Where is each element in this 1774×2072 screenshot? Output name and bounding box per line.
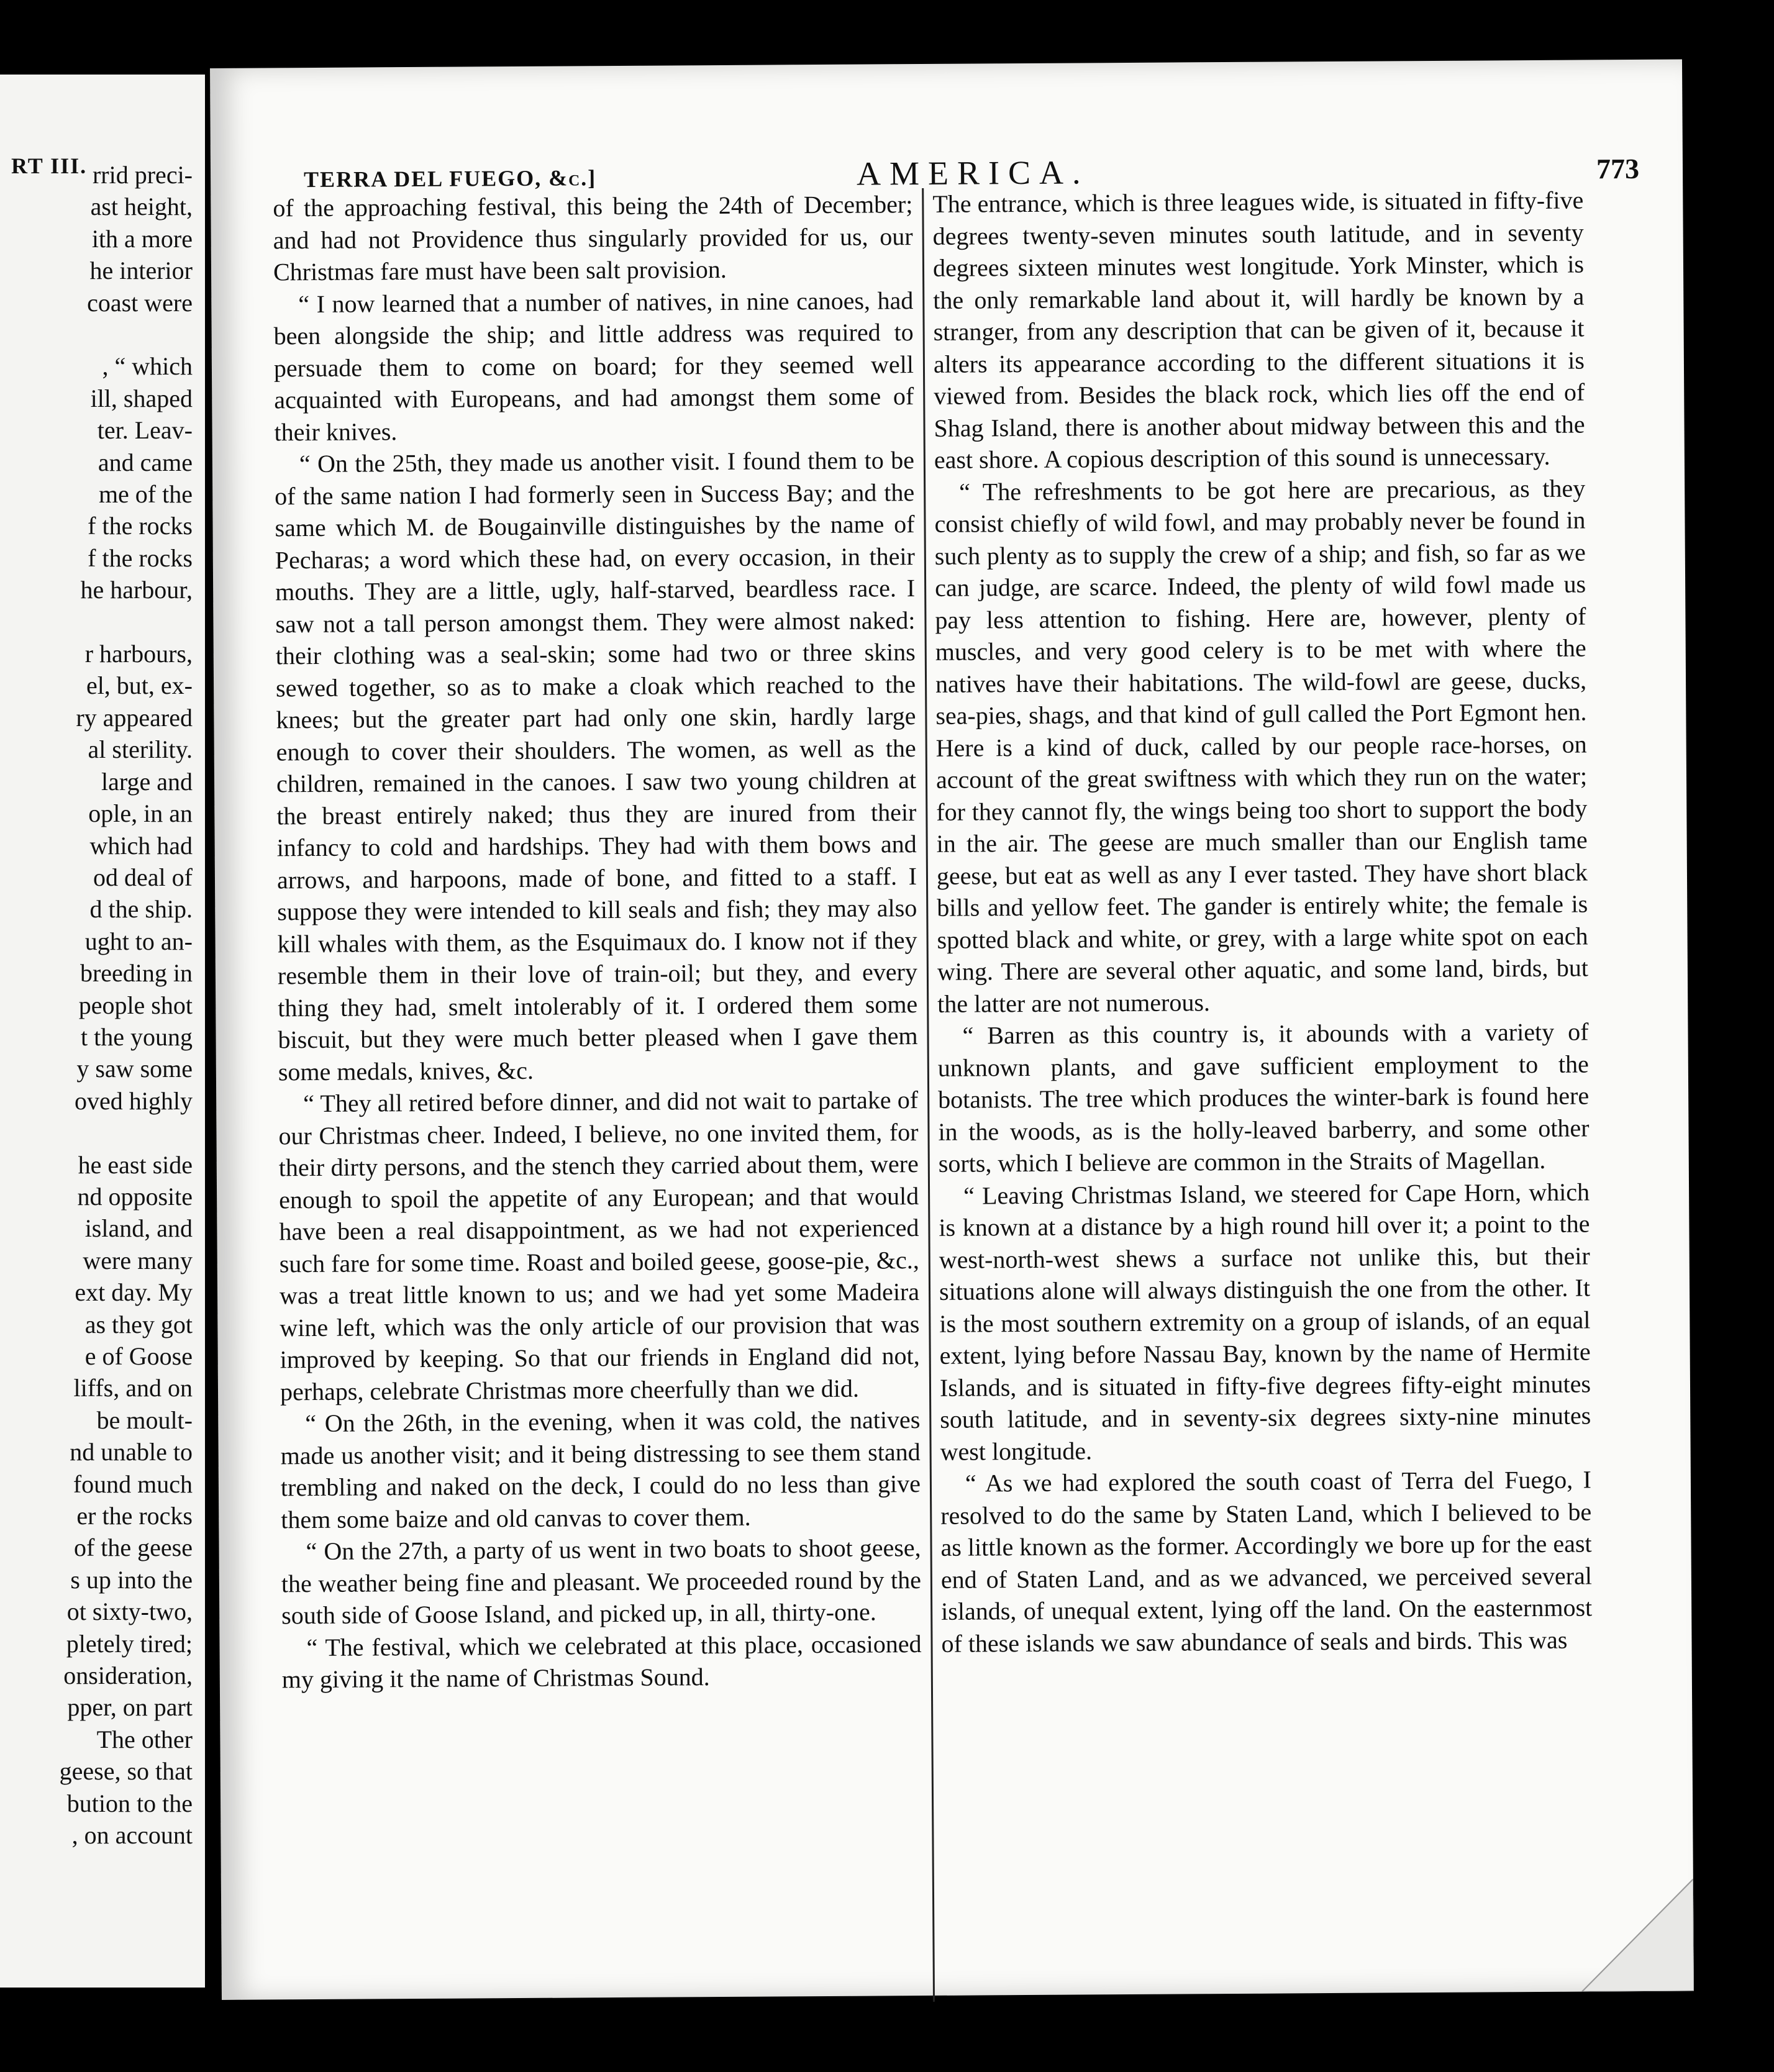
facing-page-header: RT III. — [11, 153, 88, 178]
facing-page-line: large and — [101, 767, 193, 796]
facing-page-line: pletely tired; — [66, 1629, 193, 1658]
paragraph: “ As we had explored the south coast of Terra del Fuego, I resolved to do the same by Staten Land, which I believed to be as little known as the former. Accordingly we bore up for the east end of Staten Land, and as we advanced, we perceived several islands, of unequal extent, lying off the land. On the easternmost of these islands we saw abundance of seals and birds. This was — [940, 1465, 1593, 1658]
book-page — [210, 60, 1694, 2000]
facing-page-line: he harbour, — [80, 576, 193, 604]
facing-page-line: he east side — [78, 1150, 193, 1179]
paragraph: “ I now learned that a number of natives, in nine canoes, had been alongside the ship; and little address was required to persuade them to come on board; for they seemed well acquainted with Europeans, and had amongst them some of their knives. — [273, 286, 914, 446]
facing-page-line: , on account — [71, 1821, 193, 1850]
facing-page-line: y saw some — [76, 1055, 193, 1083]
facing-page-line: al sterility. — [88, 735, 193, 764]
facing-page-line: and came — [98, 448, 193, 476]
facing-page-line: as they got — [84, 1310, 193, 1338]
facing-page-line: , “ which — [102, 352, 193, 381]
facing-page-line: liffs, and on — [73, 1374, 193, 1402]
facing-page-line: d the ship. — [89, 895, 193, 924]
facing-page-line: ople, in an — [88, 799, 193, 828]
paragraph: “ The festival, which we celebrated at this place, occasioned my giving it the name of Christmas Sound. — [281, 1629, 922, 1694]
facing-page-line: t the young — [81, 1022, 193, 1051]
facing-page-line: nd opposite — [77, 1182, 193, 1211]
paragraph: of the approaching festival, this being the 24th of December; and had not Providence thus singularly provided for us, our Christmas fare must have been salt provision. — [273, 190, 913, 286]
facing-page-line: The other — [96, 1725, 193, 1753]
facing-page-line: geese, so that — [59, 1757, 193, 1786]
facing-page-line: breeding in — [80, 959, 193, 988]
paragraph: “ On the 26th, in the evening, when it was cold, the natives made us another visit; and it being distressing to see them stand trembling and naked on the deck, I could do no less than give them some baize and old canvas to cover them. — [280, 1406, 921, 1534]
facing-page-line: people shot — [78, 991, 193, 1019]
paragraph: “ On the 27th, a party of us went in two boats to shoot geese, the weather being fine and pleasant. We proceeded round by the south side of Goose Island, and picked up, in all, thirty-one. — [281, 1534, 922, 1630]
running-head-title: AMERICA. — [856, 153, 1089, 193]
facing-page-line: island, and — [84, 1214, 193, 1243]
facing-page-line: were many — [83, 1246, 193, 1275]
text-column-left — [273, 188, 922, 1696]
facing-page-line: od deal of — [93, 863, 193, 891]
facing-page-line: bution to the — [66, 1789, 193, 1817]
facing-page-line — [0, 1117, 193, 1148]
facing-page-lines — [0, 159, 193, 1851]
paragraph: “ They all retired before dinner, and did not wait to partake of our Christmas cheer. Indeed, I believe, no one invited them, for their dirty persons, and the stench they carried about them, were enough to spoil the appetite of any European; and that would have been a real disappointment, as we had not experienced such fare for some time. Roast and boiled geese, goose-pie, &c., was a treat little known to us; and we had yet some Madeira wine left, which was the only article of our provision that was improved by keeping. So that our friends in England did not, perhaps, celebrate Christmas more cheerfully than we did. — [278, 1086, 920, 1406]
facing-page-line: el, but, ex- — [86, 671, 193, 700]
paragraph: The entrance, which is three leagues wide, is situated in fifty-five degrees twenty-seven minutes south latitude, and in seventy degrees sixteen minutes west longitude. York Minster, which is the only remarkable land about it, will hardly be known by a stranger, from any description that can be given of it, because it alters its appearance according to the different situations it is viewed from. Besides the black rock, which lies off the end of Shag Island, there is another about midway between this and the east shore. A copious description of this sound is unnecessary. — [932, 186, 1585, 474]
facing-page-line: ast height, — [90, 193, 193, 221]
facing-page-line: ter. Leav- — [97, 416, 193, 445]
paragraph: “ Barren as this country is, it abounds with a variety of unknown plants, and gave sufficient employment to the botanists. The tree which produces the winter-bark is found here in the woods, as is the holly-leaved barberry, and some other sorts, which I believe are common in the Straits of Magellan. — [937, 1017, 1590, 1178]
facing-page-line: ext day. My — [75, 1278, 193, 1307]
facing-page-line: f the rocks — [88, 512, 193, 540]
facing-page-line: r harbours, — [84, 640, 193, 668]
facing-page-line: rrid preci- — [92, 161, 193, 189]
facing-page-line: pper, on part — [67, 1693, 193, 1722]
facing-page-line: oved highly — [75, 1086, 193, 1115]
facing-page-line: be moult- — [96, 1406, 193, 1434]
facing-page-line — [0, 319, 193, 350]
facing-page-line: f the rocks — [88, 543, 193, 572]
facing-page-line: ot sixty-two, — [66, 1597, 193, 1626]
facing-page-line — [0, 606, 193, 638]
running-head-section: TERRA DEL FUEGO, &c.] — [303, 165, 597, 193]
folded-corner-decoration — [1544, 1866, 1694, 1991]
facing-page-line: which had — [89, 831, 193, 860]
text-column-right — [932, 184, 1592, 1659]
facing-page-line: ith a more — [91, 224, 193, 253]
column-rule — [922, 188, 935, 2002]
facing-page-line: nd unable to — [70, 1438, 193, 1466]
facing-page-line: he interior — [89, 257, 193, 285]
facing-page-line: onsideration, — [63, 1661, 193, 1690]
facing-page-line: found much — [73, 1470, 193, 1498]
facing-page-line: ill, shaped — [90, 384, 193, 412]
facing-page-line: coast were — [87, 288, 193, 317]
facing-page-line: me of the — [98, 480, 193, 509]
page-number: 773 — [1596, 152, 1640, 185]
facing-page-line: of the geese — [73, 1534, 193, 1562]
paragraph: “ The refreshments to be got here are precarious, as they consist chiefly of wild fowl, and may probably never be found in such plenty as to supply the crew of a ship; and fish, so far as we can judge, are scarce. Indeed, the plenty of wild fowl made us pay less attention to fishing. Here are, however, plenty of muscles, and very good celery is to be met with where the natives have their habitations. The wild-fowl are geese, ducks, sea-pies, shags, and that kind of gull called the Port Egmont hen. Here is a kind of duck, called by our people race-horses, on account of the great swiftness with which they run on the water; for they cannot fly, the wings being too short to support the body in the air. The geese are much smaller than our English tame geese, but eat as well as any I ever tasted. They have short black bills and yellow feet. The gander is entirely white; the female is spotted black and white, or grey, with a large white spot on each wing. There are several other aquatic, and some land, birds, but the latter are not numerous. — [934, 473, 1589, 1018]
paragraph: “ Leaving Christmas Island, we steered for Cape Horn, which is known at a distance by a high round hill over it; a point to the west-north-west shews a surface not unlike this, but their situations alone will always distinguish the one from the other. It is the most southern extremity on a group of islands, of an equal extent, lying before Nassau Bay, known by the name of Hermite Islands, and is situated in fifty-five degrees fifty-eight minutes south latitude, and in seventy-six degrees sixty-nine minutes west longitude. — [939, 1177, 1591, 1466]
facing-page-line: ught to an- — [84, 927, 193, 955]
facing-page-line: e of Goose — [84, 1342, 193, 1370]
facing-page-line: s up into the — [70, 1565, 193, 1594]
facing-page-line: ry appeared — [76, 703, 193, 732]
paragraph: “ On the 25th, they made us another visit. I found them to be of the same nation I had formerly seen in Success Bay; and the same which M. de Bougainville distinguishes by the name of Pecharas; a word which these had, on every occasion, in their mouths. They are a little, ugly, half-starved, beardless race. I saw not a tall person amongst them. They were almost naked: their clothing was a seal-skin; some had two or three skins sewed together, so as to make a cloak which reached to the knees; but the greater part had only one skin, hardly large enough to cover their shoulders. The women, as well as the children, remained in the canoes. I saw two young children at the breast entirely naked; thus they are inured from their infancy to cold and hardships. They had with them bows and arrows, and harpoons, made of bone, and fitted to a staff. I suppose they were intended to kill seals and fish; they may also kill whales with them, as the Esquimaux do. I know not if they resemble them in their love of train-oil; but they, and every thing they had, smelt intolerably of it. I ordered them some biscuit, but they were much better pleased when I gave them some medals, knives, &c. — [275, 446, 918, 1086]
facing-page-fragment — [0, 75, 205, 1988]
facing-page-line: er the rocks — [76, 1502, 193, 1530]
